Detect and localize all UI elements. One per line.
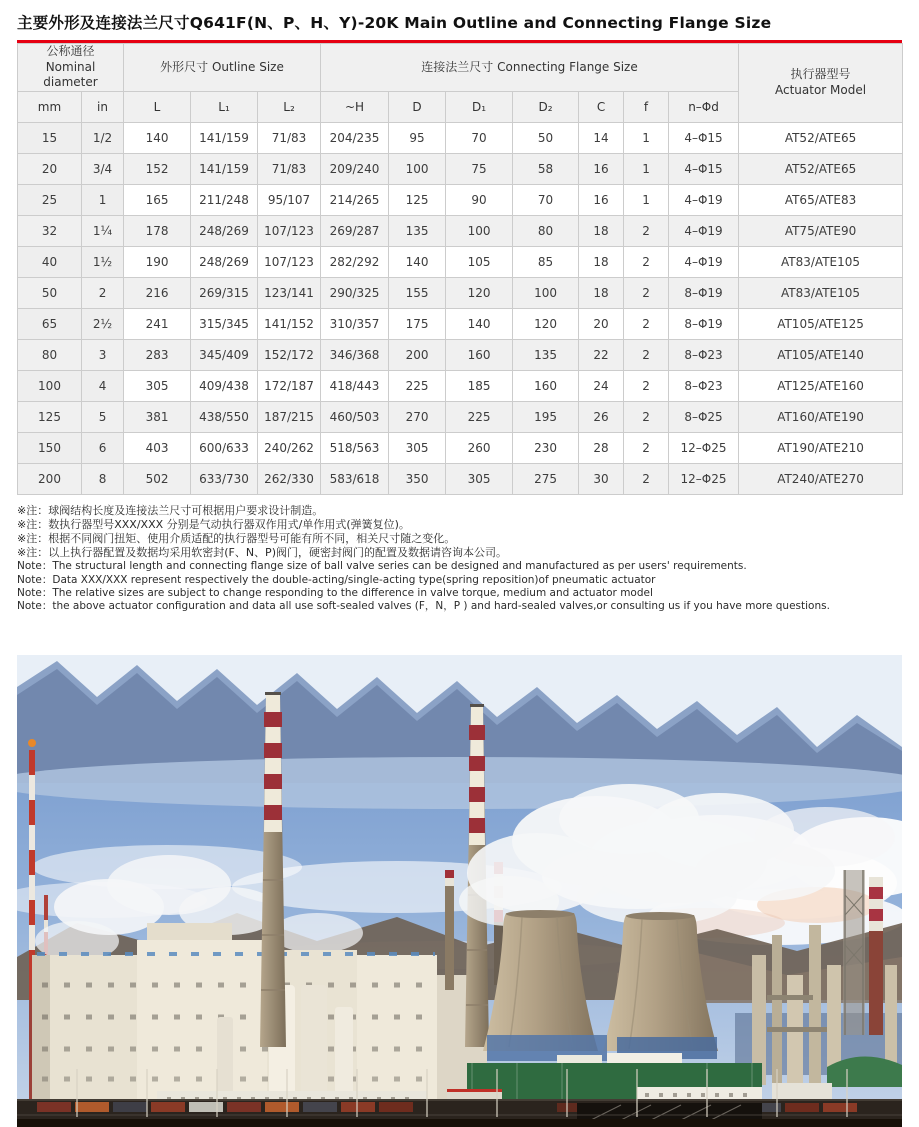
note-line-zh: ※注：以上执行器配置及数据均采用软密封(F、N、P)阀门，硬密封阀门的配置及数据请咨询本公司。	[17, 546, 507, 560]
table-cell: 2	[624, 370, 669, 401]
table-cell: 90	[446, 184, 513, 215]
table-cell: 1	[624, 184, 669, 215]
table-cell: 195	[513, 401, 579, 432]
table-cell: 2	[624, 215, 669, 246]
table-cell: AT190/ATE210	[739, 432, 903, 463]
table-cell: 2	[624, 339, 669, 370]
table-cell: 230	[513, 432, 579, 463]
table-cell: 80	[513, 215, 579, 246]
table-cell: 18	[579, 277, 624, 308]
note-line-en: Note：The relative sizes are subject to change responding to the difference in valve torque, medium and actuator model	[17, 586, 653, 599]
table-cell: 125	[18, 401, 82, 432]
table-cell: 4–Φ19	[669, 215, 739, 246]
table-cell: AT105/ATE125	[739, 308, 903, 339]
table-cell: 100	[513, 277, 579, 308]
table-cell: 346/368	[321, 339, 389, 370]
table-cell: 2	[82, 277, 124, 308]
table-cell: AT52/ATE65	[739, 153, 903, 184]
table-cell: 418/443	[321, 370, 389, 401]
notes-en	[17, 560, 902, 614]
table-cell: 2	[624, 246, 669, 277]
note-line-en: Note：The structural length and connecting flange size of ball valve series can be designed and manufactured as per users' requirements.	[17, 560, 747, 573]
table-cell: 28	[579, 432, 624, 463]
table-cell: 32	[18, 215, 82, 246]
table-cell: 8–Φ23	[669, 370, 739, 401]
title-en: Main Outline and Connecting Flange Size	[398, 14, 772, 32]
table-cell: AT65/ATE83	[739, 184, 903, 215]
table-cell: 305	[124, 370, 191, 401]
table-cell: 40	[18, 246, 82, 277]
table-cell: 178	[124, 215, 191, 246]
table-cell: 15	[18, 122, 82, 153]
table-row	[18, 339, 903, 370]
table-cell: 8–Φ23	[669, 339, 739, 370]
title-model: Q641F(N、P、H、Y)-20K	[189, 14, 399, 32]
table-cell: 123/141	[258, 277, 321, 308]
table-cell: 107/123	[258, 215, 321, 246]
nominal-en: Nominal diameter	[43, 59, 98, 90]
table-cell: AT83/ATE105	[739, 246, 903, 277]
table-cell: 1	[624, 153, 669, 184]
table-cell: 8	[82, 463, 124, 494]
table-cell: 2	[624, 308, 669, 339]
table-cell: 85	[513, 246, 579, 277]
table-cell: 12–Φ25	[669, 432, 739, 463]
col-group-flange-size: 连接法兰尺寸 Connecting Flange Size	[321, 44, 739, 92]
table-cell: 216	[124, 277, 191, 308]
nominal-zh: 公称通径	[46, 44, 95, 58]
table-cell: 248/269	[191, 246, 258, 277]
table-cell: 269/315	[191, 277, 258, 308]
table-row	[18, 122, 903, 153]
table-cell: 5	[82, 401, 124, 432]
table-cell: 12–Φ25	[669, 463, 739, 494]
dimension-table	[17, 43, 903, 495]
table-cell: 152/172	[258, 339, 321, 370]
table-cell: 305	[446, 463, 513, 494]
table-cell: 583/618	[321, 463, 389, 494]
table-cell: 1½	[82, 246, 124, 277]
table-cell: 518/563	[321, 432, 389, 463]
table-cell: 120	[446, 277, 513, 308]
table-cell: 305	[389, 432, 446, 463]
table-cell: 241	[124, 308, 191, 339]
table-cell: 269/287	[321, 215, 389, 246]
table-cell: 80	[18, 339, 82, 370]
table-cell: 4–Φ19	[669, 246, 739, 277]
column-header-3: L	[124, 91, 191, 122]
table-cell: 22	[579, 339, 624, 370]
table-cell: AT105/ATE140	[739, 339, 903, 370]
table-cell: 1	[82, 184, 124, 215]
table-row	[18, 401, 903, 432]
table-cell: 190	[124, 246, 191, 277]
table-cell: 3/4	[82, 153, 124, 184]
table-cell: 30	[579, 463, 624, 494]
table-cell: 71/83	[258, 122, 321, 153]
table-cell: AT160/ATE190	[739, 401, 903, 432]
table-row	[18, 184, 903, 215]
table-cell: 100	[446, 215, 513, 246]
table-cell: 58	[513, 153, 579, 184]
table-row	[18, 308, 903, 339]
table-body	[18, 122, 903, 494]
table-cell: 16	[579, 153, 624, 184]
table-cell: 460/503	[321, 401, 389, 432]
table-cell: 350	[389, 463, 446, 494]
column-header-8: D₁	[446, 91, 513, 122]
column-header-4: L₁	[191, 91, 258, 122]
column-header-7: D	[389, 91, 446, 122]
table-cell: 155	[389, 277, 446, 308]
table-cell: 600/633	[191, 432, 258, 463]
note-line-zh: ※注：根据不同阀门扭矩、使用介质适配的执行器型号可能有所不同，相关尺寸随之变化。	[17, 531, 456, 545]
table-cell: 8–Φ19	[669, 277, 739, 308]
table-cell: 4–Φ15	[669, 122, 739, 153]
table-cell: AT52/ATE65	[739, 122, 903, 153]
table-cell: 105	[446, 246, 513, 277]
table-cell: 152	[124, 153, 191, 184]
col-group-nominal-diameter	[18, 44, 124, 92]
table-cell: 260	[446, 432, 513, 463]
table-cell: 214/265	[321, 184, 389, 215]
table-cell: 8–Φ25	[669, 401, 739, 432]
table-cell: 20	[579, 308, 624, 339]
column-header-6: ~H	[321, 91, 389, 122]
group-header-row	[18, 44, 903, 92]
note-line-zh: ※注：数执行器型号XXX/XXX 分别是气动执行器双作用式/单作用式(弹簧复位)。	[17, 517, 410, 531]
table-cell: 282/292	[321, 246, 389, 277]
table-cell: 141/152	[258, 308, 321, 339]
table-row	[18, 432, 903, 463]
table-cell: 70	[446, 122, 513, 153]
plant-photo-svg	[17, 655, 902, 1127]
catalog-page	[0, 11, 919, 1127]
table-header	[18, 44, 903, 123]
col-group-actuator-model	[739, 44, 903, 123]
table-cell: 2	[624, 277, 669, 308]
table-cell: 50	[18, 277, 82, 308]
table-cell: 165	[124, 184, 191, 215]
table-cell: 135	[513, 339, 579, 370]
table-cell: 2½	[82, 308, 124, 339]
table-row	[18, 370, 903, 401]
note-line-en: Note：the above actuator configuration and data all use soft-sealed valves (F，N，P ) and hard-sealed valves,or consulting us if you have more questions.	[17, 600, 830, 613]
table-cell: 502	[124, 463, 191, 494]
notes-zh	[17, 504, 902, 560]
table-cell: AT75/ATE90	[739, 215, 903, 246]
column-header-11: f	[624, 91, 669, 122]
actuator-en: Actuator Model	[774, 82, 867, 97]
table-cell: 25	[18, 184, 82, 215]
table-cell: 26	[579, 401, 624, 432]
note-line-zh: ※注：球阀结构长度及连接法兰尺寸可根据用户要求设计制造。	[17, 503, 324, 517]
table-cell: 438/550	[191, 401, 258, 432]
table-cell: 345/409	[191, 339, 258, 370]
table-cell: 315/345	[191, 308, 258, 339]
table-cell: 283	[124, 339, 191, 370]
title-zh: 主要外形及连接法兰尺寸	[17, 14, 190, 32]
table-cell: 125	[389, 184, 446, 215]
column-header-1: mm	[18, 91, 82, 122]
table-cell: 70	[513, 184, 579, 215]
table-cell: 14	[579, 122, 624, 153]
table-cell: 100	[18, 370, 82, 401]
table-cell: 248/269	[191, 215, 258, 246]
table-cell: 100	[389, 153, 446, 184]
actuator-zh: 执行器型号	[790, 67, 851, 82]
table-cell: 381	[124, 401, 191, 432]
table-cell: 20	[18, 153, 82, 184]
table-cell: 71/83	[258, 153, 321, 184]
table-cell: 270	[389, 401, 446, 432]
table-cell: 4	[82, 370, 124, 401]
table-cell: 2	[624, 401, 669, 432]
table-cell: 187/215	[258, 401, 321, 432]
table-cell: 1	[624, 122, 669, 153]
table-cell: 200	[18, 463, 82, 494]
table-cell: 633/730	[191, 463, 258, 494]
table-cell: 160	[446, 339, 513, 370]
column-header-2: in	[82, 91, 124, 122]
table-cell: 172/187	[258, 370, 321, 401]
table-cell: 65	[18, 308, 82, 339]
table-cell: 240/262	[258, 432, 321, 463]
table-cell: 140	[124, 122, 191, 153]
table-cell: 209/240	[321, 153, 389, 184]
table-cell: 140	[446, 308, 513, 339]
table-cell: 185	[446, 370, 513, 401]
table-cell: 18	[579, 246, 624, 277]
column-header-12: n–Φd	[669, 91, 739, 122]
table-cell: 4–Φ15	[669, 153, 739, 184]
table-cell: 3	[82, 339, 124, 370]
table-row	[18, 463, 903, 494]
table-cell: 175	[389, 308, 446, 339]
mountain-range	[17, 655, 902, 809]
table-cell: 95/107	[258, 184, 321, 215]
table-cell: 2	[624, 463, 669, 494]
table-cell: 200	[389, 339, 446, 370]
table-cell: 6	[82, 432, 124, 463]
table-cell: 1¼	[82, 215, 124, 246]
table-cell: 135	[389, 215, 446, 246]
table-cell: 141/159	[191, 153, 258, 184]
table-cell: 403	[124, 432, 191, 463]
table-row	[18, 215, 903, 246]
table-cell: 18	[579, 215, 624, 246]
table-cell: 16	[579, 184, 624, 215]
table-cell: 160	[513, 370, 579, 401]
col-group-outline-size: 外形尺寸 Outline Size	[124, 44, 321, 92]
table-cell: 95	[389, 122, 446, 153]
table-cell: 150	[18, 432, 82, 463]
table-cell: 290/325	[321, 277, 389, 308]
table-cell: 4–Φ19	[669, 184, 739, 215]
table-cell: 107/123	[258, 246, 321, 277]
note-line-en: Note：Data XXX/XXX represent respectively the double-acting/single-acting type(spring reposition)of pneumatic actuator	[17, 573, 656, 586]
table-row	[18, 277, 903, 308]
table-cell: 75	[446, 153, 513, 184]
table-cell: 225	[446, 401, 513, 432]
table-cell: 211/248	[191, 184, 258, 215]
page-title	[17, 11, 902, 33]
column-header-10: C	[579, 91, 624, 122]
column-header-9: D₂	[513, 91, 579, 122]
table-cell: AT83/ATE105	[739, 277, 903, 308]
table-cell: 50	[513, 122, 579, 153]
table-cell: 8–Φ19	[669, 308, 739, 339]
table-row	[18, 246, 903, 277]
table-cell: 2	[624, 432, 669, 463]
table-cell: 225	[389, 370, 446, 401]
table-cell: 262/330	[258, 463, 321, 494]
table-cell: 310/357	[321, 308, 389, 339]
plant-photo	[17, 655, 902, 1127]
table-cell: 1/2	[82, 122, 124, 153]
table-cell: 141/159	[191, 122, 258, 153]
table-cell: 409/438	[191, 370, 258, 401]
table-row	[18, 153, 903, 184]
table-cell: 24	[579, 370, 624, 401]
notes-section	[17, 504, 902, 614]
table-cell: 204/235	[321, 122, 389, 153]
table-cell: AT240/ATE270	[739, 463, 903, 494]
table-cell: 120	[513, 308, 579, 339]
table-cell: 140	[389, 246, 446, 277]
table-cell: AT125/ATE160	[739, 370, 903, 401]
table-cell: 275	[513, 463, 579, 494]
column-header-5: L₂	[258, 91, 321, 122]
